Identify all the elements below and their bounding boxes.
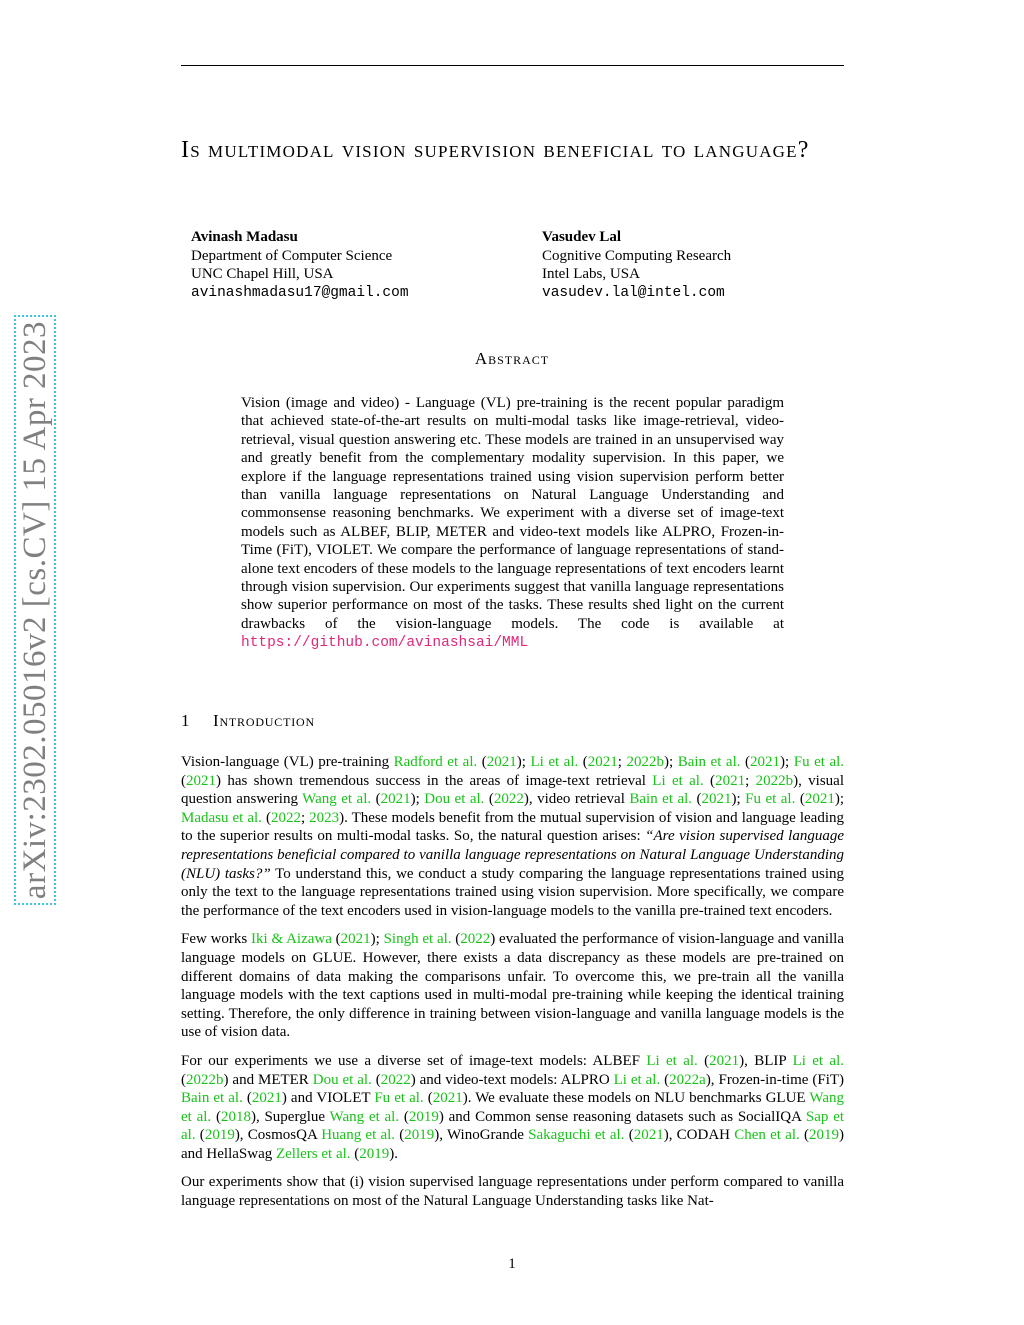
citation-link[interactable]: Fu et al.: [793, 754, 845, 770]
citation-link[interactable]: Wang et al.: [329, 1108, 400, 1125]
paragraph-text: (: [399, 1108, 409, 1125]
paragraph-text: ) evaluated the performance of vision-language and vanilla language models on GLUE. However, there exists a data discrepancy as these models are pre-trained on different domains of data making the comparisons unfair. To overcome this, we pre-train all the vanilla language models with the text captions used in multi-modal pre-training while keeping the identical training setting. Therefore, the only difference in training between vision-language and vanilla language models is the use of vision data.: [181, 931, 844, 1041]
paragraph-text: (: [703, 772, 716, 789]
paragraph-text: ), visual question answering: [181, 772, 844, 808]
paragraph-text: (: [350, 1145, 360, 1162]
citation-link[interactable]: Zellers et al.: [275, 1145, 351, 1162]
citation-link[interactable]: Radford et al.: [393, 754, 478, 770]
paragraph-text: (: [740, 754, 751, 770]
citation-link[interactable]: 2021: [804, 791, 835, 808]
citation-link[interactable]: Bain et al.: [181, 1090, 243, 1107]
paragraph-text: );: [664, 754, 678, 770]
paragraph-text: ) and VIOLET: [281, 1090, 375, 1107]
citation-link[interactable]: 2019: [204, 1127, 235, 1144]
author-name: Vasudev Lal: [542, 229, 622, 245]
paragraph-text: (: [660, 1071, 670, 1088]
paragraph-text: ;: [300, 809, 310, 826]
paragraph-text: ). We evaluate these models on NLU benchmarks GLUE: [462, 1090, 810, 1107]
paragraph-text: );: [410, 791, 425, 808]
paragraph-text: (: [371, 791, 381, 808]
citation-link[interactable]: 2021: [633, 1127, 664, 1144]
paragraph-text: );: [370, 931, 384, 948]
author-block: [542, 228, 731, 302]
paragraph-text: ) and METER: [223, 1071, 313, 1088]
paragraph-text: To understand this, we conduct a study comparing the language representations trained using only the text to the language representations trained using vision supervision. More specifically, we compare the performance of the text encoders used in vision-language models to the vanilla pre-trained text encoders.: [181, 865, 845, 919]
paragraph-text: (: [181, 1071, 186, 1088]
paper-title: Is multimodal vision supervision beneficial to language?: [181, 137, 810, 163]
abstract-body: [241, 394, 784, 653]
citation-link[interactable]: 2019: [404, 1127, 435, 1144]
author-dept: Department of Computer Science: [191, 247, 393, 264]
paragraph-text: ), BLIP: [739, 1052, 793, 1069]
citation-link[interactable]: 2021: [251, 1090, 282, 1107]
paragraph-text: );: [780, 754, 794, 770]
paragraph-text: ;: [617, 754, 627, 770]
author-inst: Intel Labs, USA: [542, 266, 640, 282]
paragraph-text: ), video retrieval: [523, 791, 630, 808]
paragraph-text: (: [477, 754, 487, 770]
paragraph-text: (: [624, 1127, 634, 1144]
citation-link[interactable]: Wang et al.: [302, 791, 372, 808]
paragraph: [181, 1173, 844, 1210]
citation-link[interactable]: Sap et al.: [181, 1108, 845, 1144]
citation-link[interactable]: 2023: [309, 809, 340, 826]
paragraph-text: (: [578, 754, 588, 770]
paragraph-text: ), CosmosQA: [234, 1127, 322, 1144]
citation-link[interactable]: 2022a: [669, 1071, 706, 1088]
paragraph-text: (: [423, 1090, 433, 1107]
citation-link[interactable]: 2021: [432, 1090, 463, 1107]
top-rule: [181, 65, 844, 66]
page-number: 1: [508, 1256, 516, 1272]
citation-link[interactable]: 2022b: [626, 754, 664, 770]
paragraph-text: ) and HellaSwag: [181, 1127, 845, 1162]
citation-link[interactable]: Singh et al.: [383, 931, 452, 948]
author-email[interactable]: vasudev.lal@intel.com: [542, 284, 725, 301]
citation-link[interactable]: Li et al.: [652, 772, 704, 789]
paragraph-text: ), Superglue: [250, 1108, 330, 1125]
section-heading: [181, 711, 315, 731]
paragraph-text: ).: [389, 1145, 399, 1162]
paragraph-text: Vision-language (VL) pre-training: [181, 754, 394, 770]
paragraph-text: ), Frozen-in-time (FiT): [705, 1071, 845, 1088]
paragraph-text: Our experiments show that (i) vision supervised language representations under perform compared to vanilla language representations on most of the Natural Language Understanding tasks like Nat-: [181, 1174, 844, 1210]
citation-link[interactable]: Li et al.: [646, 1052, 698, 1069]
citation-link[interactable]: Bain et al.: [677, 754, 741, 770]
citation-link[interactable]: 2022b: [755, 772, 794, 789]
citation-link[interactable]: Li et al.: [530, 754, 579, 770]
citation-link[interactable]: 2019: [359, 1145, 390, 1162]
paragraph-text: (: [795, 791, 805, 808]
citation-link[interactable]: Wang et al.: [181, 1090, 844, 1125]
paragraph-text: ). These models benefit from the mutual supervision of vision and language leading to the superior results on multi-modal tasks. So, the natural question arises:: [181, 809, 844, 845]
paragraph-text: (: [484, 791, 494, 808]
section-title: Introduction: [213, 711, 315, 730]
paragraph-text: ), WinoGrande: [434, 1127, 529, 1144]
citation-link[interactable]: 2021: [340, 931, 371, 948]
citation-link[interactable]: 2021: [701, 791, 732, 808]
citation-link[interactable]: 2021: [750, 754, 781, 770]
paragraph-text: Few works: [181, 931, 252, 948]
paragraph-text: (: [211, 1108, 221, 1125]
paragraph-text: );: [834, 791, 844, 808]
paragraph-text: ) and video-text models: ALPRO: [410, 1071, 614, 1088]
paragraph-text: (: [799, 1127, 810, 1144]
paragraph-text: );: [516, 754, 531, 770]
citation-link[interactable]: Dou et al.: [424, 791, 485, 808]
citation-link[interactable]: Fu et al.: [745, 791, 796, 808]
paragraph-text: (: [181, 772, 186, 789]
arxiv-stamp[interactable]: arXiv:2302.05016v2 [cs.CV] 15 Apr 2023: [14, 315, 56, 905]
author-inst: UNC Chapel Hill, USA: [191, 266, 334, 282]
citation-link[interactable]: 2019: [408, 1108, 439, 1125]
paragraph-text: (: [261, 809, 271, 826]
citation-link[interactable]: 2021: [709, 1052, 740, 1069]
code-link[interactable]: https://github.com/avinashsai/MML: [241, 635, 529, 652]
citation-link[interactable]: 2022b: [186, 1071, 224, 1088]
paragraph-text: (: [692, 791, 702, 808]
citation-link[interactable]: Sakaguchi et al.: [528, 1127, 625, 1144]
author-block: [191, 228, 409, 302]
citation-link[interactable]: 2021: [486, 754, 517, 770]
citation-link[interactable]: 2022: [460, 931, 491, 948]
citation-link[interactable]: 2021: [715, 772, 746, 789]
citation-link[interactable]: Dou et al.: [312, 1071, 372, 1088]
paragraph-text: ), CODAH: [663, 1127, 735, 1144]
paragraph-text: ) and Common sense reasoning datasets such as SocialIQA: [438, 1108, 806, 1125]
paragraph-text: (: [697, 1052, 710, 1069]
section-number: 1: [181, 711, 191, 730]
citation-link[interactable]: Huang et al.: [321, 1127, 396, 1144]
citation-link[interactable]: Li et al.: [613, 1071, 661, 1088]
citation-link[interactable]: 2021: [587, 754, 618, 770]
italic-question: “Are vision supervised language representations beneficial compared to vanilla language representations on Natural Language Understanding (NLU) tasks?”: [181, 828, 844, 882]
citation-link[interactable]: Li et al.: [792, 1052, 845, 1069]
citation-link[interactable]: 2018: [220, 1108, 251, 1125]
citation-link[interactable]: Bain et al.: [629, 791, 693, 808]
citation-link[interactable]: 2022: [270, 809, 301, 826]
paragraph: [181, 930, 844, 1042]
paragraph-text: For our experiments we use a diverse set of image-text models: ALBEF: [181, 1052, 647, 1069]
intro-body: [181, 753, 844, 1221]
paragraph: [181, 753, 844, 920]
citation-link[interactable]: Fu et al.: [374, 1090, 424, 1107]
paragraph-text: ;: [745, 772, 756, 789]
citation-link[interactable]: 2021: [380, 791, 411, 808]
paragraph-text: ) has shown tremendous success in the areas of image-text retrieval: [216, 772, 653, 789]
citation-link[interactable]: Madasu et al.: [181, 809, 262, 826]
author-dept: Cognitive Computing Research: [542, 247, 732, 264]
paragraph-text: );: [731, 791, 746, 808]
paragraph-text: (: [331, 931, 341, 948]
abstract-text: Vision (image and video) - Language (VL) pre-training is the recent popular paradigm that achieved state-of-the-art results on multi-modal tasks like image-retrieval, video-retrieval, visual question answering etc. These models are trained in an unsupervised way and greatly benefit from the complementary modality supervision. In this paper, we explore if the language representations trained using vision supervision perform better than vanilla language representations on Natural Language Understanding and commonsense reasoning benchmarks. We experiment with a diverse set of image-text models such as ALBEF, BLIP, METER and video-text models like ALPRO, Frozen-in-Time (FiT), VIOLET. We compare the performance of language representations of stand-alone text encoders of these models to the language representations of text encoders learnt through vision supervision. Our experiments suggest that vanilla language representations show superior performance on most of the tasks. These results shed light on the current drawbacks of the vision-language models. The code is available at: [241, 395, 784, 632]
paragraph-text: (: [242, 1090, 252, 1107]
citation-link[interactable]: Iki & Aizawa: [251, 931, 332, 948]
citation-link[interactable]: 2022: [493, 791, 524, 808]
citation-link[interactable]: 2021: [186, 772, 216, 789]
paragraph-text: (: [451, 931, 461, 948]
author-name: Avinash Madasu: [191, 229, 298, 245]
author-email[interactable]: avinashmadasu17@gmail.com: [191, 284, 409, 301]
paragraph-text: (: [195, 1127, 205, 1144]
paragraph-text: (: [371, 1071, 381, 1088]
abstract-heading: Abstract: [474, 349, 550, 368]
citation-link[interactable]: Chen et al.: [734, 1127, 800, 1144]
paragraph-text: (: [395, 1127, 405, 1144]
citation-link[interactable]: 2022: [380, 1071, 411, 1088]
paragraph: [181, 1052, 844, 1164]
citation-link[interactable]: 2019: [809, 1127, 840, 1144]
